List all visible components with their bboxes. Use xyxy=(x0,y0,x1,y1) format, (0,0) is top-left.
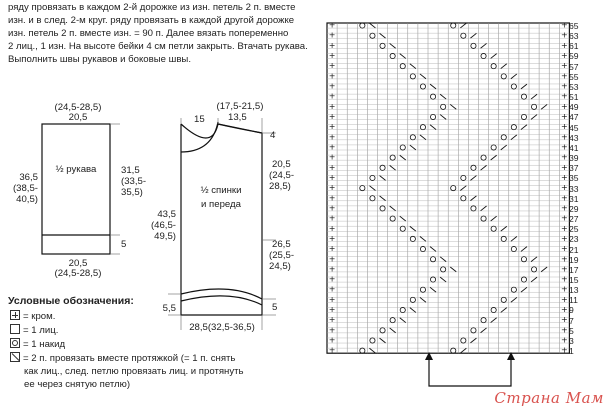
neckline xyxy=(181,124,218,138)
body-shoulder-width: 15 xyxy=(194,114,205,125)
sleeve-bottom-width: 20,5 xyxy=(68,258,88,269)
edge-stitch-icon: + xyxy=(328,223,336,233)
edge-stitch-icon: + xyxy=(328,325,336,335)
body-label: ½ спинки xyxy=(200,185,242,196)
body-neck-depth: 4 xyxy=(270,130,276,141)
body-left-height-sizes: (46,5- xyxy=(150,220,176,231)
row-number: 15 xyxy=(569,275,579,285)
edge-stitch-icon: + xyxy=(560,335,568,345)
edge-stitch-icon: + xyxy=(560,315,568,325)
edge-stitch-icon: + xyxy=(560,294,568,304)
body-left-height-sizes: 49,5) xyxy=(154,231,176,242)
row-number: 31 xyxy=(569,193,579,204)
edge-stitch-icon: + xyxy=(328,213,336,223)
knitting-chart xyxy=(322,18,572,358)
edge-stitch-icon: + xyxy=(328,203,336,213)
row-number: 57 xyxy=(569,61,579,72)
edge-stitch-icon: + xyxy=(560,71,568,81)
edge-stitch-icon: + xyxy=(328,51,336,61)
edge-stitch-icon: + xyxy=(328,244,336,254)
edge-stitch-icon: + xyxy=(328,91,336,101)
instruction-line: 2 лиц., 1 изн. На высоте бейки 4 см петли закрыть. Втачать рукава. xyxy=(8,41,308,52)
row-number: 13 xyxy=(569,285,579,296)
sleeve-bottom-width-sizes: (24,5-28,5) xyxy=(54,268,102,279)
edge-stitch-icon: + xyxy=(560,51,568,61)
edge-stitch-icon: + xyxy=(560,20,568,30)
edge-stitch-icon: + xyxy=(560,193,568,203)
chart-grid xyxy=(327,21,569,355)
edge-stitch-icon: + xyxy=(328,264,336,274)
body-label: и переда xyxy=(201,199,241,210)
body-right-lower-height: 26,5 xyxy=(272,239,291,250)
edge-stitch-icon: + xyxy=(328,132,336,142)
edge-stitch-icon: + xyxy=(328,162,336,172)
edge-stitch-icon: + xyxy=(328,61,336,71)
edge-stitch-icon: + xyxy=(328,81,336,91)
body-hem-left: 5,5 xyxy=(162,303,176,314)
edge-stitch-icon: + xyxy=(560,213,568,223)
row-number: 61 xyxy=(569,41,579,52)
edge-stitch-icon: + xyxy=(328,345,336,355)
row-number: 49 xyxy=(569,102,579,113)
row-number: 45 xyxy=(569,122,579,133)
edge-stitch-icon: + xyxy=(328,122,336,132)
edge-stitch-icon: + xyxy=(328,335,336,345)
row-number: 25 xyxy=(569,224,579,235)
row-number: 11 xyxy=(569,295,578,306)
edge-stitch-icon: + xyxy=(560,81,568,91)
edge-stitch-icon: + xyxy=(328,254,336,264)
legend-item: = 1 накид xyxy=(10,338,65,351)
edge-stitch-icon: + xyxy=(560,223,568,233)
row-number: 9 xyxy=(569,305,574,316)
body-top-width-sizes: (17,5-21,5) xyxy=(216,101,264,112)
body-right-upper-height: 20,5 xyxy=(272,159,291,170)
edge-stitch-icon: + xyxy=(560,345,568,355)
sleeve-right-height: 31,5 xyxy=(121,165,140,176)
body-right-upper-sizes: (24,5- xyxy=(269,170,295,181)
edge-stitch-icon: + xyxy=(328,71,336,81)
edge-stitch-icon: + xyxy=(560,91,568,101)
sleeve-left-height-sizes: (38,5- xyxy=(12,183,38,194)
edge-stitch-icon: + xyxy=(560,203,568,213)
body-bottom-width: 28,5(32,5-36,5) xyxy=(189,322,255,333)
sleeve-top-width: 20,5 xyxy=(68,112,88,123)
row-number: 53 xyxy=(569,81,579,92)
edge-stitch-icon: + xyxy=(560,274,568,284)
edge-stitch-icon: + xyxy=(560,142,568,152)
body-right-upper-sizes: 28,5) xyxy=(269,181,291,192)
edge-stitch-icon: + xyxy=(328,142,336,152)
row-number: 21 xyxy=(569,244,579,255)
row-number: 23 xyxy=(569,234,579,245)
legend-title: Условные обозначения: xyxy=(8,295,134,307)
row-number: 29 xyxy=(569,203,579,214)
shoulder-line xyxy=(218,124,262,133)
plus-square-icon xyxy=(10,310,20,320)
edge-stitch-icon: + xyxy=(560,122,568,132)
row-number: 35 xyxy=(569,173,579,184)
edge-stitch-icon: + xyxy=(560,61,568,71)
body-hem-right: 5 xyxy=(272,302,278,313)
edge-stitch-icon: + xyxy=(328,193,336,203)
body-right-lower-sizes: 24,5) xyxy=(269,261,291,272)
edge-stitch-icon: + xyxy=(328,112,336,122)
legend-item: = 2 п. провязать вместе протяжкой (= 1 п. снять xyxy=(10,352,235,365)
slash-square-icon xyxy=(10,352,20,362)
edge-stitch-icon: + xyxy=(560,305,568,315)
row-number: 39 xyxy=(569,153,579,164)
edge-stitch-icon: + xyxy=(328,172,336,182)
row-number: 63 xyxy=(569,31,579,42)
row-number: 33 xyxy=(569,183,579,194)
edge-stitch-icon: + xyxy=(560,162,568,172)
row-number: 27 xyxy=(569,214,579,225)
body-top-width: 13,5 xyxy=(228,112,247,123)
sleeve-right-height-sizes: 35,5) xyxy=(121,187,143,198)
sleeve-left-height-sizes: 40,5) xyxy=(16,194,38,205)
edge-stitch-icon: + xyxy=(328,183,336,193)
row-number: 19 xyxy=(569,254,579,265)
edge-stitch-icon: + xyxy=(328,40,336,50)
row-number: 59 xyxy=(569,51,579,62)
instruction-line: ряду провязать в каждом 2-й дорожке из изн. петель 2 п. вместе xyxy=(8,2,296,13)
edge-stitch-icon: + xyxy=(560,264,568,274)
sleeve-right-height-sizes: (33,5- xyxy=(121,176,147,187)
legend-extra: как лиц., след. петлю провязать лиц. и протянуть xyxy=(24,366,244,377)
row-number: 3 xyxy=(569,335,574,346)
sleeve-left-height: 36,5 xyxy=(19,172,38,183)
row-number: 41 xyxy=(569,142,579,153)
row-number: 51 xyxy=(569,92,579,103)
edge-stitch-icon: + xyxy=(328,305,336,315)
edge-stitch-icon: + xyxy=(560,101,568,111)
instruction-line: изн. и в след. 2-м круг. ряду провязать в каждой другой дорожке xyxy=(8,15,295,26)
edge-stitch-icon: + xyxy=(560,233,568,243)
edge-stitch-icon: + xyxy=(560,172,568,182)
row-number: 65 xyxy=(569,21,579,31)
edge-stitch-icon: + xyxy=(560,284,568,294)
row-number: 47 xyxy=(569,112,579,123)
row-number: 37 xyxy=(569,163,579,174)
row-number: 5 xyxy=(569,325,574,336)
edge-stitch-icon: + xyxy=(560,30,568,40)
watermark: Страна Мам xyxy=(494,389,604,407)
edge-stitch-icon: + xyxy=(328,152,336,162)
legend-item: = 1 лиц. xyxy=(10,324,58,337)
edge-stitch-icon: + xyxy=(328,315,336,325)
edge-stitch-icon: + xyxy=(328,284,336,294)
edge-stitch-icon: + xyxy=(328,233,336,243)
sleeve-top-width-sizes: (24,5-28,5) xyxy=(54,102,102,113)
edge-stitch-icon: + xyxy=(560,40,568,50)
edge-stitch-icon: + xyxy=(328,20,336,30)
sleeve-cuff-height: 5 xyxy=(121,239,127,250)
legend-item: = кром. xyxy=(10,310,55,323)
sleeve-label: ½ рукава xyxy=(55,164,97,175)
row-number: 7 xyxy=(569,315,574,326)
yarn-over-icon xyxy=(10,338,20,348)
hem-lines xyxy=(181,289,262,305)
edge-stitch-icon: + xyxy=(560,325,568,335)
row-number: 55 xyxy=(569,71,579,82)
edge-stitch-icon: + xyxy=(560,112,568,122)
legend-extra: ее через снятую петлю) xyxy=(24,379,131,390)
edge-stitch-icon: + xyxy=(328,274,336,284)
row-number: 43 xyxy=(569,132,579,143)
edge-stitch-icon: + xyxy=(560,244,568,254)
instruction-line: изн. петель 2 п. вместе изн. = 90 п. Далее вязать попеременно xyxy=(8,28,289,39)
edge-stitch-icon: + xyxy=(560,183,568,193)
body-right-lower-sizes: (25,5- xyxy=(269,250,295,261)
edge-stitch-icon: + xyxy=(328,101,336,111)
empty-square-icon xyxy=(10,324,20,334)
row-number: 17 xyxy=(569,264,579,275)
instruction-line: Выполнить швы рукавов и боковые швы. xyxy=(8,54,191,65)
row-number: 1 xyxy=(569,346,574,357)
body-outline xyxy=(181,122,262,315)
edge-stitch-icon: + xyxy=(560,152,568,162)
edge-stitch-icon: + xyxy=(560,132,568,142)
edge-stitch-icon: + xyxy=(560,254,568,264)
edge-stitch-icon: + xyxy=(328,294,336,304)
body-left-height: 43,5 xyxy=(157,209,176,220)
edge-stitch-icon: + xyxy=(328,30,336,40)
